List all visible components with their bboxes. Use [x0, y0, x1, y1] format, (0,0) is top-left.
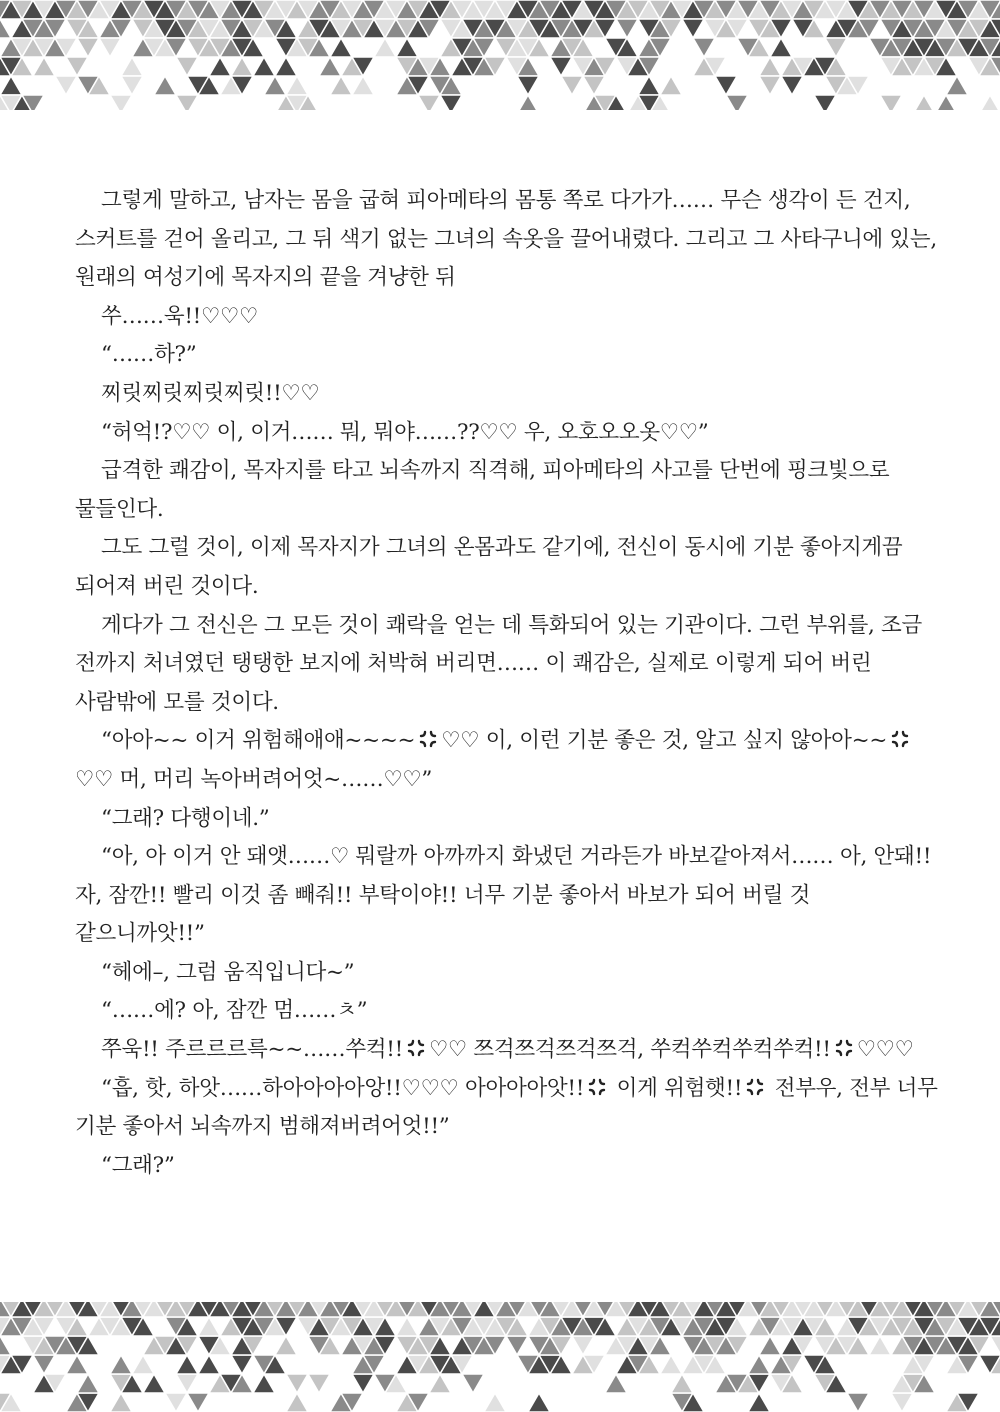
sound-fragment: ♡♡♡	[856, 1037, 914, 1063]
triangle-mosaic-pattern-icon	[0, 0, 1000, 110]
paragraph: “……에? 아, 잠깐 멈……ㅊ”	[101, 998, 368, 1024]
paragraph: 급격한 쾌감이, 목자지를 타고 뇌속까지 직격해, 피아메타의 사고를 단번에 핑크빛으로 물들인다.	[75, 458, 896, 522]
sound-fragment: 쭈욱!! 주르르르륵~~……쑤컥!!	[101, 1037, 403, 1063]
dialogue-fragment: “흡, 핫, 하앗……하아아아아앙!!♡♡♡ 아아아아앗!!	[101, 1075, 585, 1101]
paragraph	[75, 722, 945, 799]
paragraph: “그래? 다행이네.”	[101, 805, 270, 831]
paragraph: “아, 아 이거 안 돼앳……♡ 뭐랄까 아까까지 화냈던 거라든가 바보같아져서…… 아, 안돼!! 자, 잠깐!! 빨리 이것 좀 빼줘!! 부탁이야!! 너무 기분 좋아서 바보가 되어 버릴 것 같으니까앗!!”	[75, 844, 938, 947]
paragraph: “그래?”	[101, 1152, 175, 1178]
paragraph: “허억!?♡♡ 이, 이거…… 뭐, 뭐야……??♡♡ 우, 오호오오옷♡♡”	[101, 419, 709, 445]
paragraph: 그렇게 말하고, 남자는 몸을 굽혀 피아메타의 몸통 쪽로 다가가…… 무슨 생각이 든 건지, 스커트를 걷어 올리고, 그 뒤 색기 없는 그녀의 속옷을 끌어내렸다. 그리고 그 사타구니에 있는, 원래의 여성기에 목자지의 끝을 겨냥한 뒤	[75, 188, 944, 291]
paragraph: 쑤……욱!!♡♡♡	[101, 303, 258, 329]
dialogue-fragment: ♡♡ 이, 이런 기분 좋은 것, 알고 싶지 않아아~~	[441, 728, 888, 754]
paragraph: “……하?”	[101, 342, 197, 368]
anger-vein-icon	[587, 1077, 607, 1097]
paragraph: “헤에–, 그럼 움직입니다~”	[101, 959, 355, 985]
anger-vein-icon	[406, 1038, 426, 1058]
top-decorative-border	[0, 0, 1000, 110]
anger-vein-icon	[834, 1038, 854, 1058]
paragraph	[75, 1031, 945, 1070]
triangle-mosaic-pattern-icon	[0, 1302, 1000, 1412]
paragraph: 그도 그럴 것이, 이제 목자지가 그녀의 온몸과도 같기에, 전신이 동시에 기분 좋아지게끔 되어져 버린 것이다.	[75, 535, 909, 599]
bottom-decorative-border	[0, 1302, 1000, 1412]
anger-vein-icon	[890, 729, 910, 749]
paragraph	[75, 1070, 945, 1147]
anger-vein-icon	[745, 1077, 765, 1097]
dialogue-fragment: 전부우, 전부 너무 기분 좋아서 뇌속까지 범해져버려어엇!!”	[75, 1075, 945, 1140]
dialogue-fragment: ♡♡ 머, 머리 녹아버려어엇~……♡♡”	[75, 766, 433, 792]
paragraph: 찌릿찌릿찌릿찌릿!!♡♡	[101, 380, 320, 406]
dialogue-fragment: 이게 위험햇!!	[610, 1075, 743, 1101]
anger-vein-icon	[418, 729, 438, 749]
paragraph: 게다가 그 전신은 그 모든 것이 쾌락을 얻는 데 특화되어 있는 기관이다. 그런 부위를, 조금 전까지 처녀였던 탱탱한 보지에 처박혀 버리면…… 이 쾌감은, 실제로 이렇게 되어 버린 사람밖에 모를 것이다.	[75, 612, 929, 715]
dialogue-fragment: “아아~~ 이거 위험해애애~~~~	[101, 728, 416, 754]
sound-fragment: ♡♡ 쯔걱쯔걱쯔걱쯔걱, 쑤컥쑤컥쑤컥쑤컥!!	[428, 1037, 831, 1063]
page-text	[75, 182, 945, 1185]
